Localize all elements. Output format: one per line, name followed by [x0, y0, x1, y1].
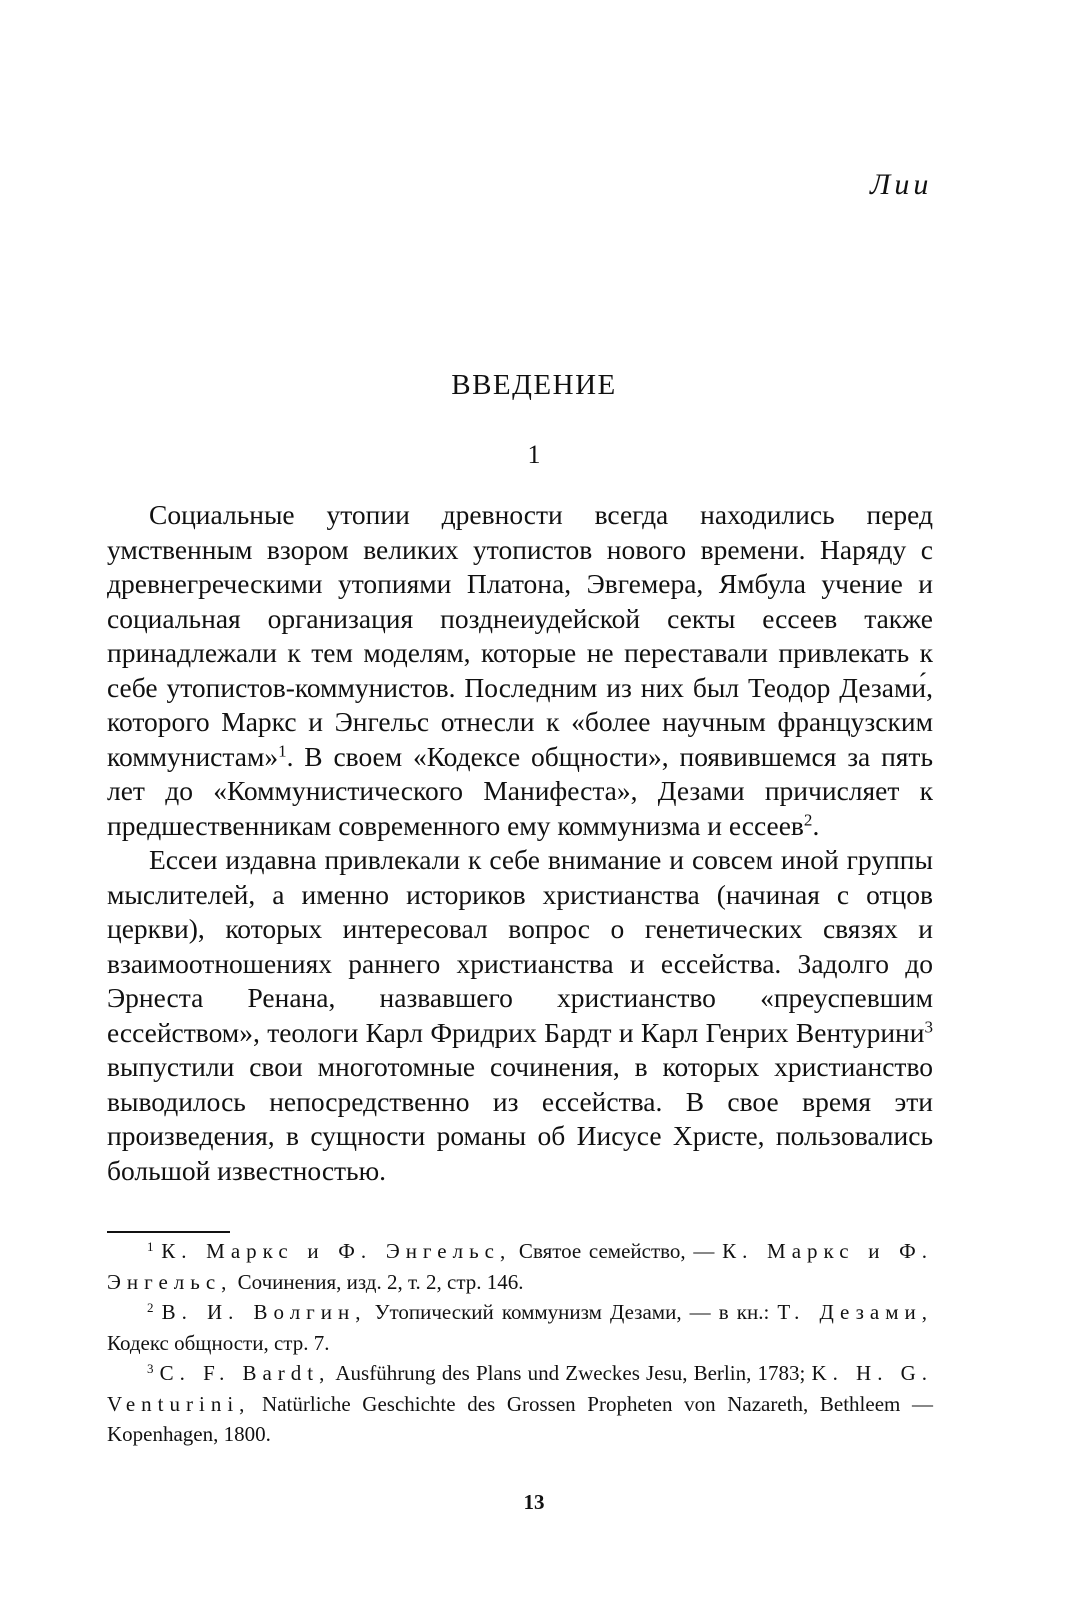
main-text [107, 498, 933, 1188]
footnote-author: K. H. G. Venturini, [107, 1361, 934, 1416]
footnote-author: К. Маркс и Ф. Энгельс, [161, 1239, 512, 1263]
footnote-author: В. И. Волгин, [161, 1300, 367, 1324]
paragraph: Ессеи издавна привлекали к себе внимание и совсем иной группы мыслителей, а именно историков христианства (начиная с отцов церкви), которых интересовал вопрос о генетических связях и взаимоотношениях раннего христианства и ессейства. Задолго до Эрнеста Ренана, назвавшего христианство «преуспевшим ессейством», теологи Карл Фридрих Бардт и Карл Генрих Вентурини$^3$ выпустили свои многотомные сочинения, в которых христианство выводилось непосредственно из ессейства. В свое время эти произведения, в сущности романы об Иисусе Христе, пользовались большой известностью. [107, 844, 933, 1186]
page-number: 13 [523, 1490, 545, 1514]
handwritten-signature: Лии [870, 168, 933, 201]
paragraph: Социальные утопии древности всегда находились перед умственным взором великих утопистов нового времени. Наряду с древнегреческими утопиями Платона, Эвгемера, Ямбула учение и социальная организация позднеиудейской секты ессеев также принадлежали к тем моделям, которые не переставали привлекать к себе утопистов-коммунистов. Последним из них был Теодор Дезами́, которого Маркс и Энгельс отнесли к «более научным французским коммунистам»$^1$. В своем «Кодексе общности», появившемся за пять лет до «Коммунистического Манифеста», Дезами причисляет к предшественникам современного ему коммунизма и ессеев$^2$. [107, 499, 933, 841]
footnote-author: Т. Дезами, [777, 1300, 933, 1324]
footnote-ref: 1 [278, 741, 287, 761]
footnote-number: 3 [147, 1360, 154, 1376]
footnote: $^2$ В. И. Волгин, Утопический коммунизм Дезами, — в кн.: Т. Дезами, Кодекс общности, стр. 7. [107, 1299, 933, 1355]
chapter-title: ВВЕДЕНИЕ [451, 369, 617, 401]
footnote-number: 2 [147, 1299, 154, 1315]
footnote-author: К. Маркс и Ф. Энгельс, [107, 1239, 933, 1294]
footnote: $^1$ К. Маркс и Ф. Энгельс, Святое семейство, — К. Маркс и Ф. Энгельс, Сочинения, изд. 2, т. 2, стр. 146. [107, 1238, 933, 1294]
footnote-number: 1 [147, 1238, 154, 1254]
footnote-ref: 2 [803, 810, 813, 830]
footnote-author: C. F. Bardt, [159, 1361, 331, 1385]
footnote-ref: 3 [924, 1017, 933, 1037]
footnotes [107, 1236, 933, 1450]
footnote-divider [107, 1231, 230, 1233]
section-number: 1 [527, 440, 541, 469]
footnote: $^3$ C. F. Bardt, Ausführung des Plans und Zweckes Jesu, Berlin, 1783; K. H. G. Venturini, Natürliche Geschichte des Grossen Propheten von Nazareth, Bethleem — Kopenhagen, 1800. [107, 1360, 934, 1446]
